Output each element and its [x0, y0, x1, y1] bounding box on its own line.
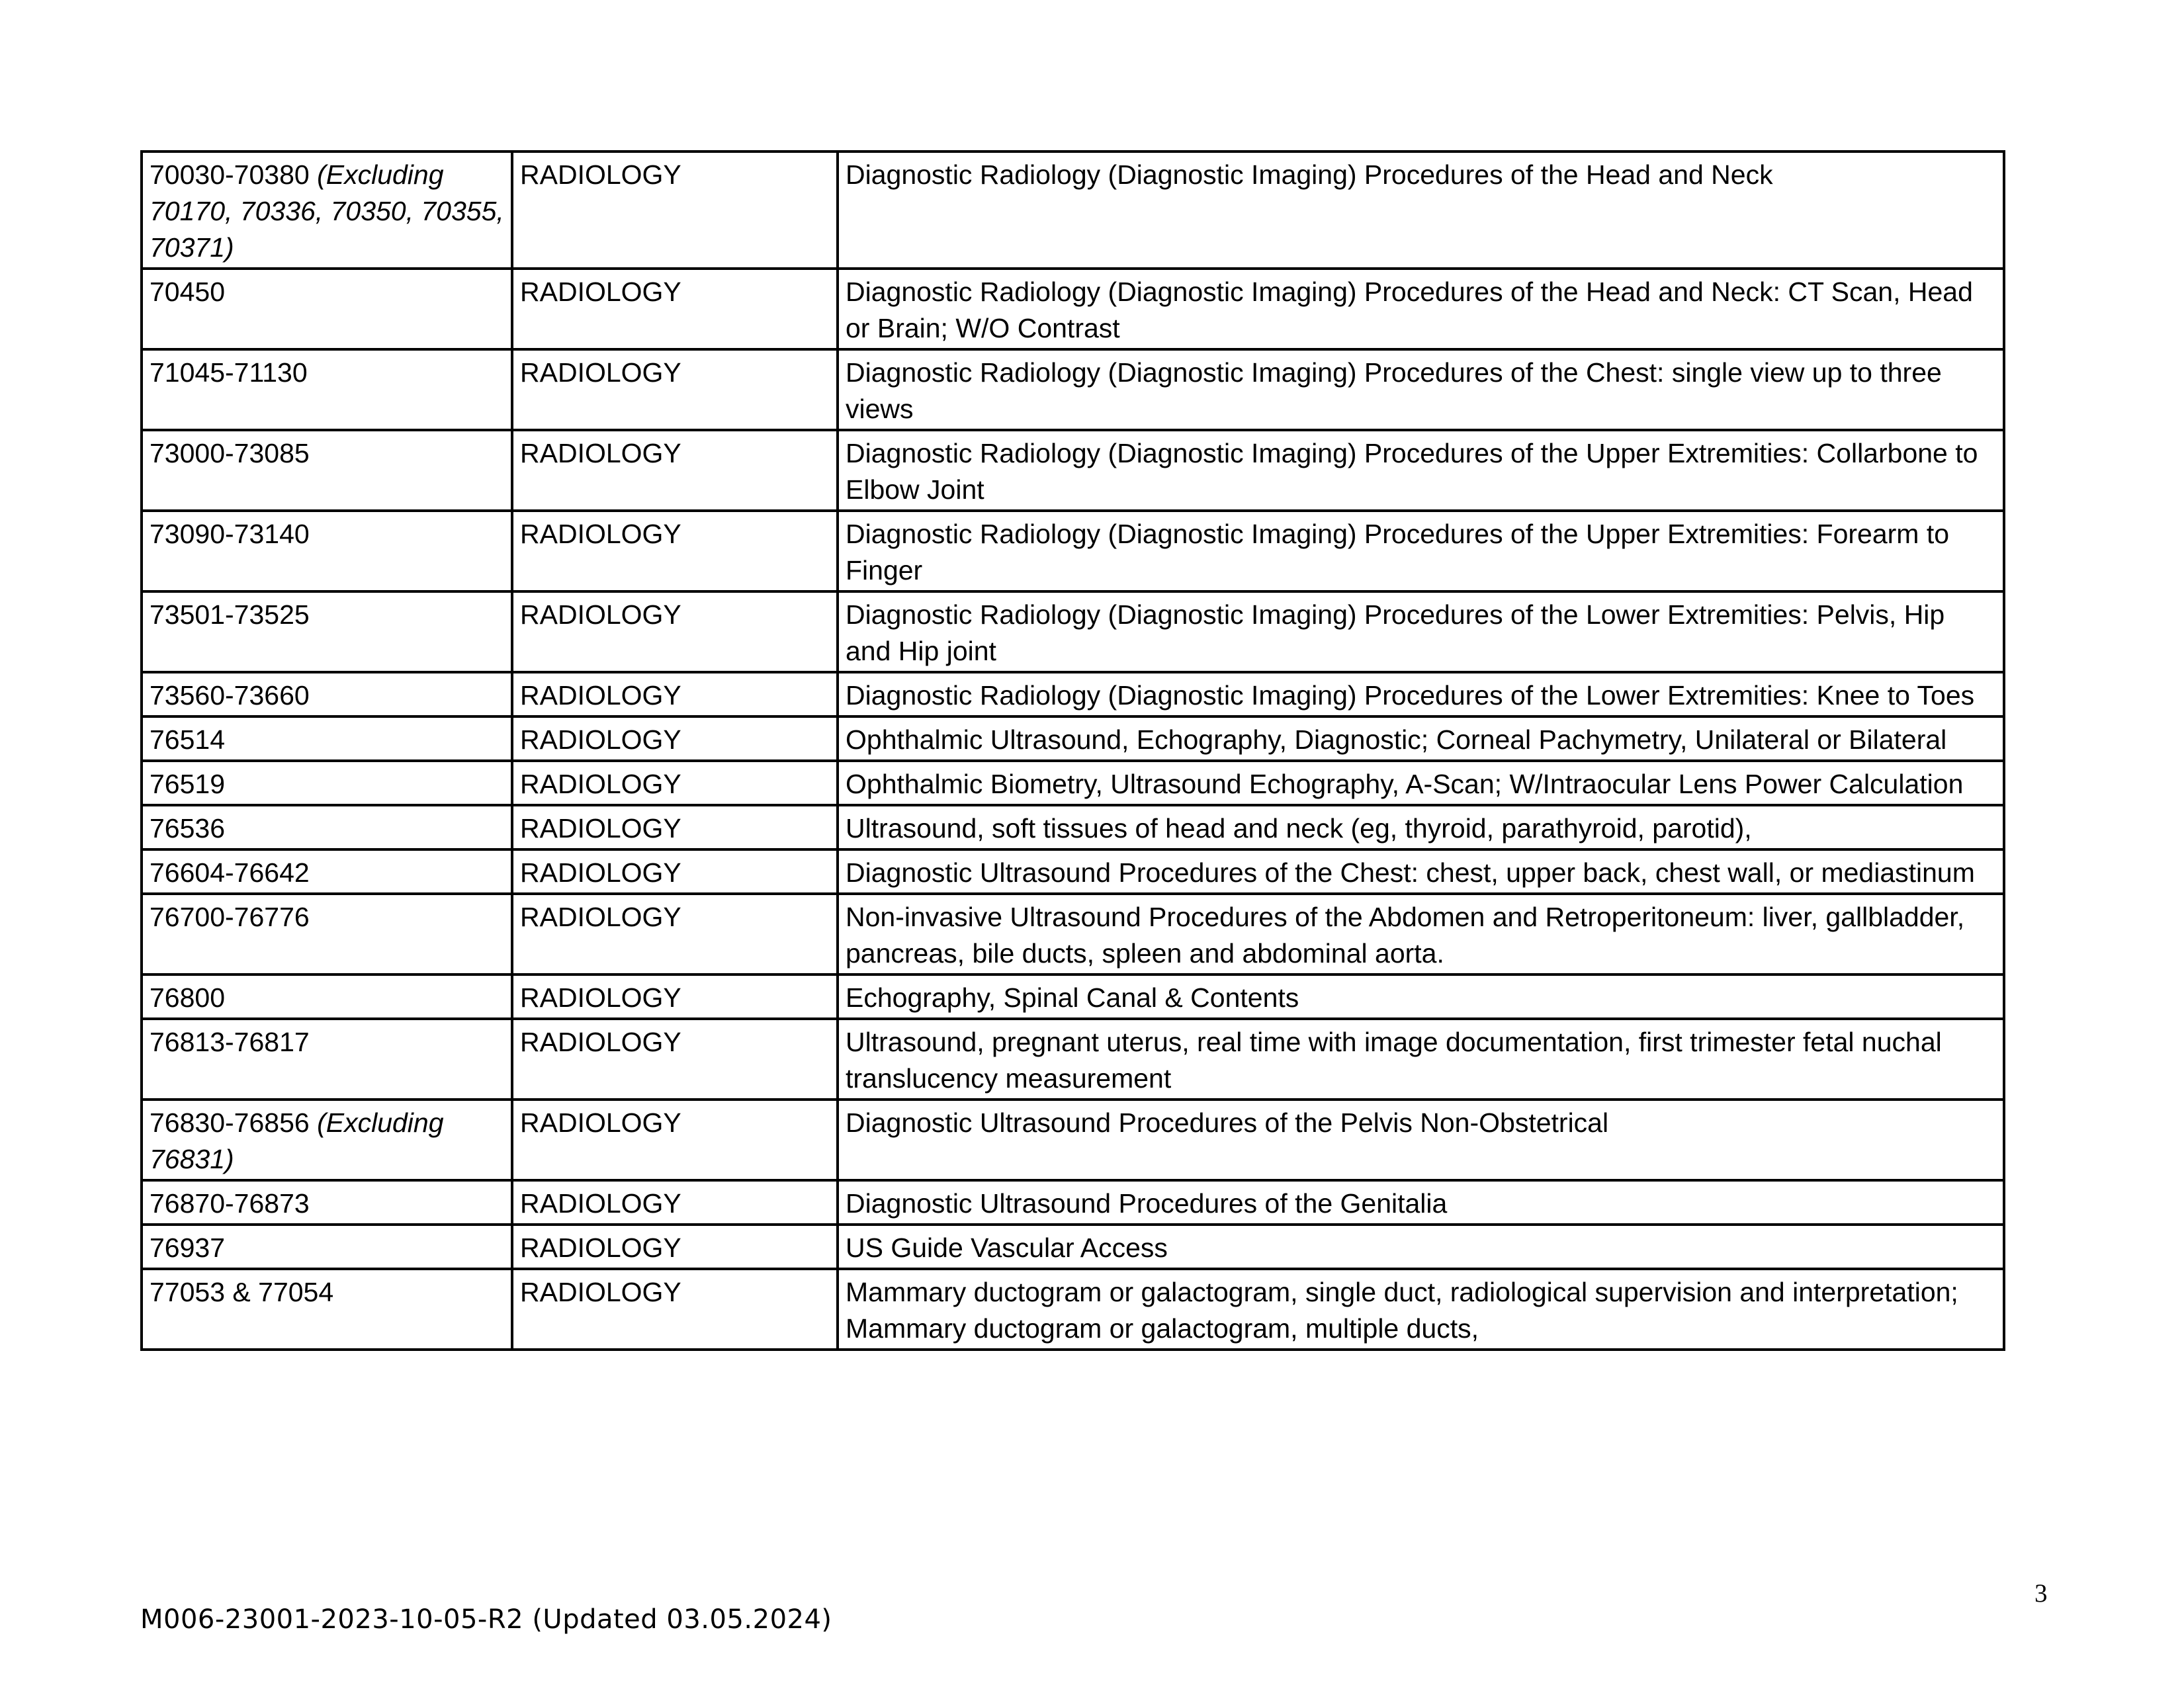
department-cell: RADIOLOGY — [512, 761, 838, 805]
department-cell: RADIOLOGY — [512, 591, 838, 672]
procedure-code: 76519 — [150, 769, 226, 799]
description-cell: Diagnostic Radiology (Diagnostic Imaging) Procedures of the Lower Extremities: Pelvis, Hip and Hip joint — [838, 591, 2004, 672]
procedure-codes-body — [142, 151, 2004, 1350]
procedure-code-cell — [142, 805, 512, 849]
table-row — [142, 151, 2004, 269]
procedure-code-cell — [142, 849, 512, 894]
table-row — [142, 511, 2004, 591]
description-cell: Mammary ductogram or galactogram, single duct, radiological supervision and interpretation; Mammary ductogram or galactogram, multiple ducts, — [838, 1269, 2004, 1350]
procedure-code-cell — [142, 151, 512, 269]
procedure-code-cell — [142, 716, 512, 761]
department-cell: RADIOLOGY — [512, 1100, 838, 1180]
table-row — [142, 1019, 2004, 1100]
procedure-code-cell — [142, 1269, 512, 1350]
procedure-code-cell — [142, 511, 512, 591]
procedure-code-cell — [142, 1225, 512, 1269]
procedure-code: 76800 — [150, 982, 226, 1013]
table-row — [142, 1180, 2004, 1225]
procedure-code-cell — [142, 1100, 512, 1180]
department-cell: RADIOLOGY — [512, 1180, 838, 1225]
procedure-code-cell — [142, 672, 512, 716]
department-cell: RADIOLOGY — [512, 805, 838, 849]
procedure-code-cell — [142, 1180, 512, 1225]
procedure-code-cell — [142, 1019, 512, 1100]
description-cell: Diagnostic Ultrasound Procedures of the Chest: chest, upper back, chest wall, or mediastinum — [838, 849, 2004, 894]
department-cell: RADIOLOGY — [512, 1269, 838, 1350]
description-cell: Diagnostic Radiology (Diagnostic Imaging) Procedures of the Upper Extremities: Collarbone to Elbow Joint — [838, 430, 2004, 511]
description-cell: Diagnostic Ultrasound Procedures of the Pelvis Non-Obstetrical — [838, 1100, 2004, 1180]
procedure-code-cell — [142, 430, 512, 511]
department-cell: RADIOLOGY — [512, 894, 838, 974]
table-row — [142, 974, 2004, 1019]
table-row — [142, 591, 2004, 672]
table-row — [142, 761, 2004, 805]
procedure-codes-table — [140, 150, 2005, 1351]
table-row — [142, 849, 2004, 894]
department-cell: RADIOLOGY — [512, 1225, 838, 1269]
procedure-code: 71045-71130 — [150, 357, 308, 388]
department-cell: RADIOLOGY — [512, 349, 838, 430]
description-cell: Ophthalmic Ultrasound, Echography, Diagnostic; Corneal Pachymetry, Unilateral or Bilateral — [838, 716, 2004, 761]
procedure-code-cell — [142, 894, 512, 974]
document-id: M006-23001-2023-10-05-R2 (Updated 03.05.2024) — [140, 1604, 832, 1635]
procedure-code: 73000-73085 — [150, 438, 310, 468]
description-cell: Ultrasound, soft tissues of head and neck (eg, thyroid, parathyroid, parotid), — [838, 805, 2004, 849]
procedure-code: 76870-76873 — [150, 1188, 310, 1219]
department-cell: RADIOLOGY — [512, 849, 838, 894]
table-row — [142, 805, 2004, 849]
description-cell: Diagnostic Radiology (Diagnostic Imaging) Procedures of the Lower Extremities: Knee to Toes — [838, 672, 2004, 716]
procedure-code: 76514 — [150, 724, 226, 755]
procedure-code: 73560-73660 — [150, 680, 310, 711]
table-row — [142, 1269, 2004, 1350]
description-cell: Echography, Spinal Canal & Contents — [838, 974, 2004, 1019]
table-row — [142, 894, 2004, 974]
department-cell: RADIOLOGY — [512, 672, 838, 716]
description-cell: Diagnostic Radiology (Diagnostic Imaging) Procedures of the Head and Neck: CT Scan, Head or Brain; W/O Contrast — [838, 269, 2004, 349]
department-cell: RADIOLOGY — [512, 511, 838, 591]
table-row — [142, 430, 2004, 511]
procedure-code-cell — [142, 974, 512, 1019]
description-cell: Diagnostic Radiology (Diagnostic Imaging) Procedures of the Head and Neck — [838, 151, 2004, 269]
procedure-code-cell — [142, 269, 512, 349]
department-cell: RADIOLOGY — [512, 430, 838, 511]
table-row — [142, 1225, 2004, 1269]
table-row — [142, 269, 2004, 349]
table-row — [142, 672, 2004, 716]
exclusion-note: (Excluding 70170, 70336, 70350, 70355, 70371) — [150, 159, 504, 263]
procedure-code-cell — [142, 761, 512, 805]
page-number: 3 — [2034, 1579, 2048, 1608]
procedure-code: 70450 — [150, 277, 226, 307]
procedure-code: 76604-76642 — [150, 857, 310, 888]
procedure-code: 73090-73140 — [150, 519, 310, 549]
department-cell: RADIOLOGY — [512, 151, 838, 269]
description-cell: Ultrasound, pregnant uterus, real time with image documentation, first trimester fetal nuchal translucency measurement — [838, 1019, 2004, 1100]
department-cell: RADIOLOGY — [512, 1019, 838, 1100]
description-cell: Ophthalmic Biometry, Ultrasound Echography, A-Scan; W/Intraocular Lens Power Calculation — [838, 761, 2004, 805]
exclusion-note: (Excluding 76831) — [150, 1107, 444, 1174]
procedure-code: 73501-73525 — [150, 599, 310, 630]
description-cell: US Guide Vascular Access — [838, 1225, 2004, 1269]
description-cell: Diagnostic Ultrasound Procedures of the Genitalia — [838, 1180, 2004, 1225]
table-row — [142, 716, 2004, 761]
table-row — [142, 349, 2004, 430]
department-cell: RADIOLOGY — [512, 974, 838, 1019]
procedure-code: 76830-76856 — [150, 1107, 310, 1138]
procedure-code-cell — [142, 591, 512, 672]
procedure-code: 76700-76776 — [150, 902, 310, 932]
procedure-code: 76536 — [150, 813, 226, 844]
procedure-code: 77053 & 77054 — [150, 1277, 334, 1307]
description-cell: Diagnostic Radiology (Diagnostic Imaging) Procedures of the Chest: single view up to three views — [838, 349, 2004, 430]
description-cell: Diagnostic Radiology (Diagnostic Imaging) Procedures of the Upper Extremities: Forearm to Finger — [838, 511, 2004, 591]
procedure-code: 70030-70380 — [150, 159, 310, 190]
table-row — [142, 1100, 2004, 1180]
department-cell: RADIOLOGY — [512, 716, 838, 761]
procedure-code: 76813-76817 — [150, 1027, 310, 1057]
description-cell: Non-invasive Ultrasound Procedures of the Abdomen and Retroperitoneum: liver, gallbladder, pancreas, bile ducts, spleen and abdominal aorta. — [838, 894, 2004, 974]
procedure-code-cell — [142, 349, 512, 430]
procedure-code: 76937 — [150, 1233, 226, 1263]
department-cell: RADIOLOGY — [512, 269, 838, 349]
